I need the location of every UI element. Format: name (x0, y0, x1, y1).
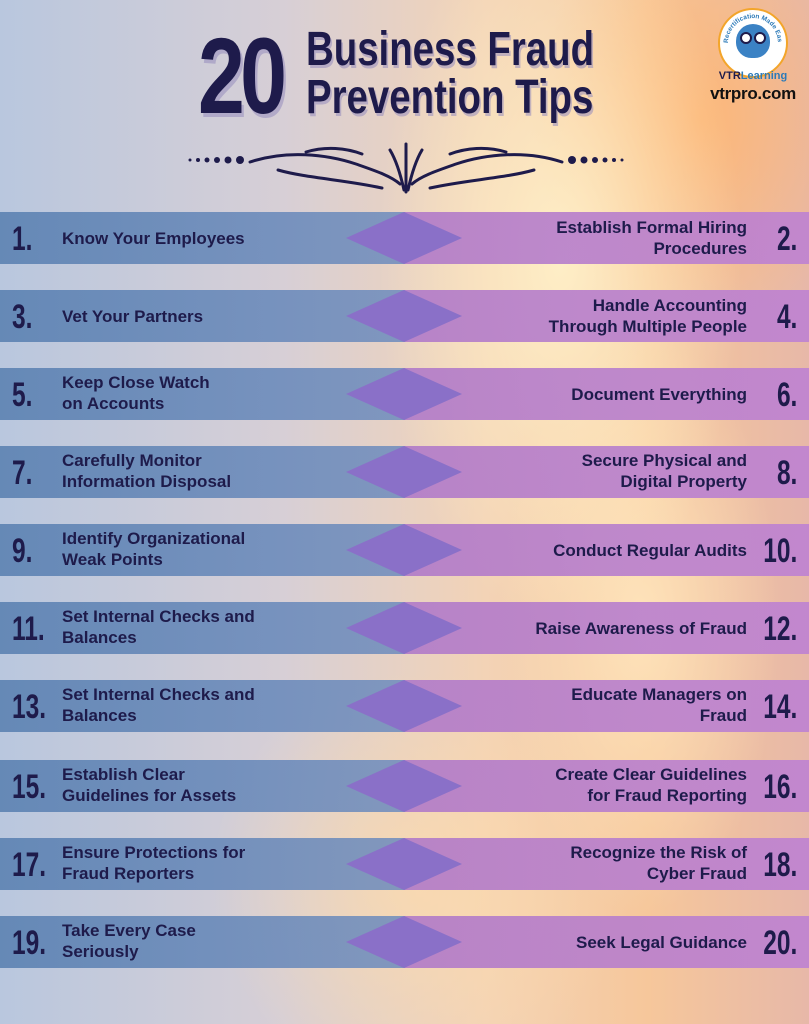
tip-number: 1. (12, 220, 33, 258)
tip-text: Seek Legal Guidance (575, 933, 747, 952)
tip-text: Carefully Monitor Information Disposal (62, 451, 232, 491)
vtr-learning-logo (705, 8, 801, 104)
tip-number: 10. (762, 532, 797, 570)
tip-row (0, 602, 809, 654)
tip-text: Set Internal Checks and Balances (62, 607, 255, 647)
title-line-1: Business Fraud (306, 23, 595, 76)
tip-number: 15. (12, 768, 47, 806)
tip-row (0, 838, 809, 890)
logo-brand: VTRLearning (718, 70, 788, 82)
tip-text: Educate Managers on Fraud (571, 685, 747, 725)
tip-row (0, 680, 809, 732)
tip-number: 2. (776, 220, 797, 258)
tip-text: Take Every Case Seriously (62, 921, 196, 961)
tip-text: Establish Formal Hiring Procedures (556, 218, 747, 258)
tip-row (0, 446, 809, 498)
logo-badge (718, 8, 788, 78)
diamond-icon (346, 760, 462, 812)
band-left (0, 916, 405, 968)
tip-number: 6. (776, 376, 797, 414)
header (0, 0, 809, 200)
diamond-icon (346, 368, 462, 420)
tip-number: 4. (776, 298, 797, 336)
tip-text: Establish Clear Guidelines for Assets (62, 765, 237, 805)
diamond-icon (346, 212, 462, 264)
owl-icon (736, 24, 770, 58)
tip-number: 5. (12, 376, 33, 414)
title-number: 20 (198, 15, 283, 136)
tip-text: Recognize the Risk of Cyber Fraud (570, 843, 747, 883)
tip-text: Conduct Regular Audits (553, 541, 747, 560)
diamond-icon (346, 446, 462, 498)
tip-row (0, 212, 809, 264)
tip-row (0, 916, 809, 968)
tip-number: 18. (762, 846, 797, 884)
diamond-icon (346, 916, 462, 968)
page-title (306, 23, 666, 124)
tip-number: 19. (12, 924, 47, 962)
tip-row (0, 524, 809, 576)
tip-number: 9. (12, 532, 33, 570)
logo-url: vtrpro.com (710, 84, 796, 103)
tip-number: 17. (12, 846, 47, 884)
tip-number: 14. (762, 688, 797, 726)
tip-text: Document Everything (571, 385, 747, 404)
flourish-divider-icon (186, 140, 626, 196)
tip-number: 11. (12, 610, 45, 648)
diamond-icon (346, 838, 462, 890)
tip-row (0, 368, 809, 420)
tip-number: 3. (12, 298, 33, 336)
tip-text: Secure Physical and Digital Property (581, 451, 747, 491)
tip-text: Know Your Employees (62, 229, 245, 248)
svg-text:Recertification Made Easy: Recertification Made Eas (722, 12, 784, 44)
tip-text: Identify Organizational Weak Points (62, 529, 246, 569)
diamond-icon (346, 680, 462, 732)
tip-text: Ensure Protections for Fraud Reporters (62, 843, 246, 883)
diamond-icon (346, 602, 462, 654)
title-line-2: Prevention Tips (306, 71, 594, 124)
tip-text: Create Clear Guidelines for Fraud Reporting (555, 765, 747, 805)
tip-number: 13. (12, 688, 47, 726)
tip-text: Set Internal Checks and Balances (62, 685, 255, 725)
tip-text: Raise Awareness of Fraud (535, 619, 747, 638)
diamond-icon (346, 524, 462, 576)
tip-number: 8. (776, 454, 797, 492)
tip-number: 16. (762, 768, 797, 806)
tip-text: Keep Close Watch on Accounts (62, 373, 210, 413)
tip-number: 12. (762, 610, 797, 648)
tip-number: 7. (12, 454, 33, 492)
tip-text: Vet Your Partners (62, 307, 204, 326)
tip-row (0, 290, 809, 342)
tip-text: Handle Accounting Through Multiple People (548, 296, 747, 336)
diamond-icon (346, 290, 462, 342)
tip-number: 20. (762, 924, 797, 962)
tip-row (0, 760, 809, 812)
